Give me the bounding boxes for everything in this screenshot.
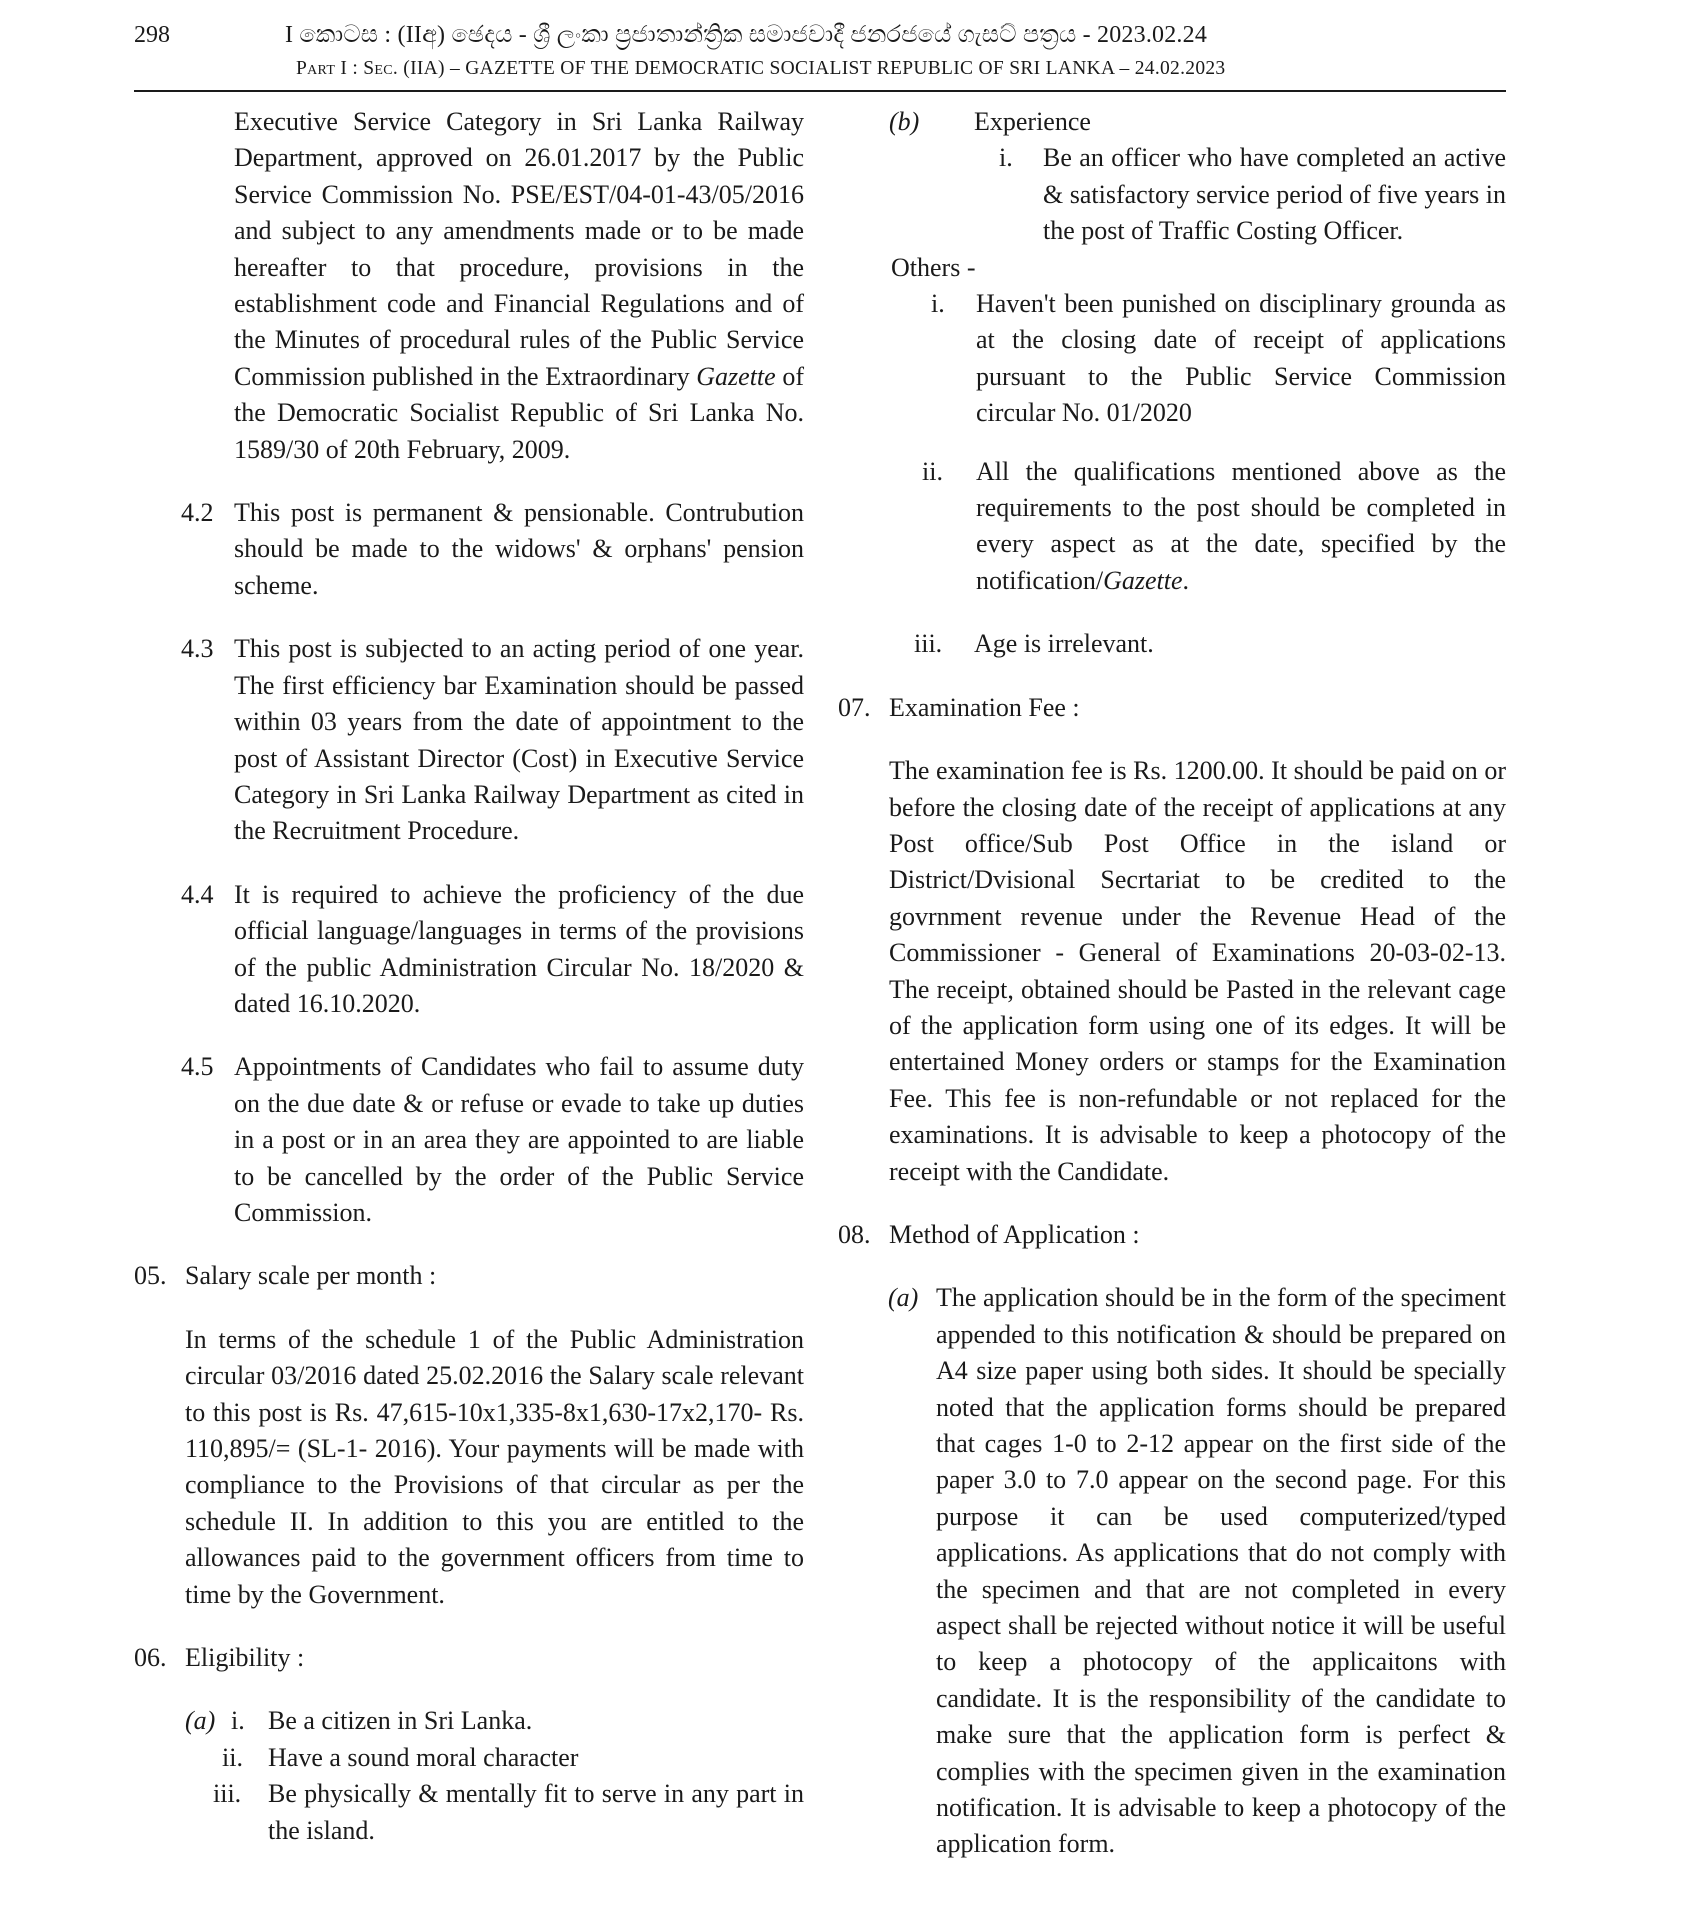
section-text: The application should be in the form of the speciment appended to this notification & should be prepared on A4 size paper using both sides. It should be specially noted that the application forms should be prepared that cages 1-0 to 2-12 appear on the first side of the paper 3.0 to 7.0 appear on the second page. For this purpose it can be used computerized/typed applications. As applications that do not comply with the specimen and that are not completed in every aspect shall be rejected without notice it will be useful to keep a photocopy of the applicaitons with candidate. It is the responsibility of the candidate to make sure that the application form is perfect & complies with the specimen given in the examination notification. It is advisable to keep a photocopy of the application form.	[936, 1283, 1506, 1859]
item-number: iii.	[914, 629, 943, 659]
section-number: 06.	[134, 1643, 167, 1673]
section-number: 07.	[838, 692, 871, 722]
gazette-italic: Gazette	[696, 361, 776, 391]
item-number: i.	[931, 289, 945, 319]
section-text: This post is subjected to an acting period of one year. The first efficiency bar Examination should be passed within 03 years from the date of appointment to the post of Assistant Director (Cost) in Executive Service Category in Sri Lanka Railway Department as cited in the Recruitment Procedure.	[234, 634, 804, 846]
header-title: (IIA) – GAZETTE OF THE DEMOCRATIC SOCIALIST REPUBLIC OF SRI LANKA – 24.02.2023	[403, 58, 1226, 79]
header-part: Part	[296, 58, 336, 79]
gazette-italic: Gazette	[1103, 565, 1183, 595]
sub-label: (b)	[889, 107, 920, 136]
section-06-heading	[134, 1640, 804, 1676]
section-07-text: The examination fee is Rs. 1200.00. It should be paid on or before the closing date of the receipt of applications at any Post office/Sub Post Office in the island or District/Dvisional Secrtariat to be credited to the govrnment revenue under the Revenue Head of the Commissioner - General of Examinations 20-03-02-13. The receipt, obtained should be Pasted in the relevant cage of the application form using one of its edges. It will be entertained Money orders or stamps for the Examination Fee. This fee is non-refundable or not replaced for the examinations. It is advisable to keep a photocopy of the receipt with the Candidate.	[889, 756, 1506, 1186]
section-4-5	[134, 1049, 804, 1231]
section-text: Appointments of Candidates who fail to assume duty on the due date & or refuse or evade to take up duties in a post or in an area they are appointed to are liable to be cancelled by the order of the Public Service Commission.	[234, 1052, 804, 1227]
header-rule	[134, 90, 1506, 92]
item-text: Haven't been punished on disciplinary grounda as at the closing date of receipt of applications pursuant to the Public Service Commission circular No. 01/2020	[976, 289, 1506, 428]
left-column	[134, 104, 804, 1849]
section-number: 4.5	[181, 1052, 214, 1082]
section-4-1-continued: Executive Service Category in Sri Lanka Railway Department, approved on 26.01.2017 by the Public Service Commission No. PSE/EST/04-01-43/05/2016 and subject to any amendments made or to be made hereafter to that procedure, provisions in the establishment code and Financial Regulations and of the Minutes of procedural rules of the Public Service Commission published in the Extraordinary Gazette of the Democratic Socialist Republic of Sri Lanka No. 1589/30 of 20th February, 2009.	[234, 107, 805, 464]
section-title: Eligibility :	[185, 1643, 305, 1673]
section-4-4	[134, 877, 804, 1023]
section-4-3	[134, 631, 804, 849]
item-number: iii.	[213, 1779, 242, 1809]
sub-label: (a)	[888, 1283, 919, 1313]
header-part-num: I :	[340, 58, 359, 79]
item-text: Age is irrelevant.	[974, 629, 1154, 659]
english-header	[296, 58, 1396, 80]
section-title: Salary scale per month :	[185, 1261, 437, 1291]
others-i	[838, 286, 1506, 432]
section-number: 08.	[838, 1219, 871, 1249]
sinhala-header: I කොටස : (IIඅ) ඡෙදය - ශ්‍රී ලංකා ප්‍රජාතාන්ත්‍රික සමාජවාදී ජනරජයේ ගැසට් පත්‍රය - 2023.02.24	[285, 22, 1208, 48]
page-number: 298	[134, 22, 170, 48]
others-heading: Others -	[891, 252, 976, 282]
experience-i	[838, 140, 1506, 249]
section-text: It is required to achieve the proficiency of the due official language/languages in terms of the provisions of the public Administration Circular No. 18/2020 & dated 16.10.2020.	[234, 879, 804, 1018]
eligibility-a-iii	[134, 1776, 804, 1849]
section-08-a	[838, 1280, 1506, 1863]
section-08-heading	[838, 1217, 1506, 1253]
sub-label: (a)	[185, 1706, 216, 1736]
item-number: ii.	[222, 1742, 243, 1772]
eligibility-a-ii	[134, 1740, 804, 1776]
section-number: 05.	[134, 1261, 167, 1291]
section-number: 4.3	[181, 634, 214, 664]
section-05-heading	[134, 1258, 804, 1294]
section-title: Method of Application :	[889, 1219, 1140, 1249]
item-number: ii.	[922, 456, 943, 486]
item-text: Be physically & mentally fit to serve in any part in the island.	[268, 1779, 804, 1845]
right-column	[838, 104, 1506, 1863]
item-number: i.	[231, 1706, 245, 1736]
section-title: Examination Fee :	[889, 692, 1080, 722]
item-text: All the qualifications mentioned above as the requirements to the post should be completed in every aspect as at the date, specified by the notification/Gazette.	[976, 456, 1506, 595]
sub-title: Experience	[974, 107, 1091, 136]
experience-heading	[838, 104, 1506, 140]
others-iii	[838, 626, 1506, 662]
item-number: i.	[999, 143, 1013, 173]
eligibility-a-i	[134, 1703, 804, 1739]
section-number: 4.2	[181, 498, 214, 528]
section-number: 4.4	[181, 879, 214, 909]
section-07-heading	[838, 690, 1506, 726]
item-text: Be an officer who have completed an active & satisfactory service period of five years in the post of Traffic Costing Officer.	[1043, 143, 1506, 246]
item-text: Be a citizen in Sri Lanka.	[268, 1706, 533, 1736]
section-4-2	[134, 495, 804, 604]
header-sec: Sec.	[363, 58, 399, 79]
item-text: Have a sound moral character	[268, 1742, 579, 1772]
section-text: This post is permanent & pensionable. Contrubution should be made to the widows' & orphans' pension scheme.	[234, 498, 804, 600]
others-ii	[838, 454, 1506, 600]
section-05-text: In terms of the schedule 1 of the Public Administration circular 03/2016 dated 25.02.2016 the Salary scale relevant to this post is Rs. 47,615-10x1,335-8x1,630-17x2,170- Rs. 110,895/= (SL-1- 2016). Your payments will be made with compliance to the Provisions of that circular as per the schedule II. In addition to this you are entitled to the allowances paid to the government officers from time to time by the Government.	[185, 1324, 804, 1609]
